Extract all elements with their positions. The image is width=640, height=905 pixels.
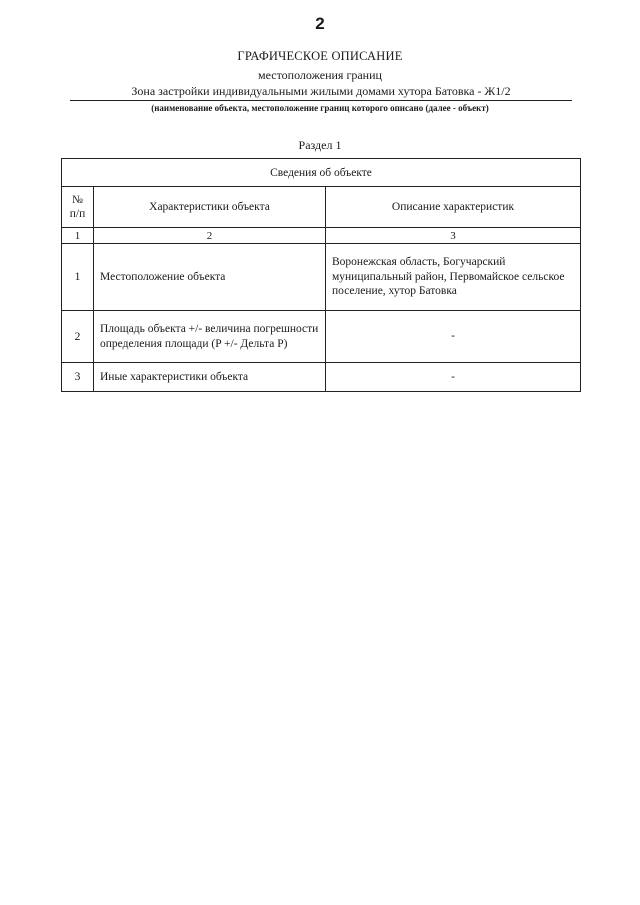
row-description: -	[326, 311, 581, 363]
table-row	[62, 244, 581, 311]
table-row	[62, 363, 581, 392]
row-characteristic: Площадь объекта +/- величина погрешности определения площади (P +/- Дельта P)	[94, 311, 326, 363]
header-description: Описание характеристик	[326, 187, 581, 228]
page-number: 2	[315, 14, 325, 33]
column-number: 3	[326, 228, 581, 244]
header-characteristics: Характеристики объекта	[94, 187, 326, 228]
table-row	[62, 311, 581, 363]
object-name: Зона застройки индивидуальными жилыми домами хутора Батовка - Ж1/2	[70, 84, 572, 101]
object-name-note: (наименование объекта, местоположение границ которого описано (далее - объект)	[151, 103, 489, 113]
column-number: 2	[94, 228, 326, 244]
header-num-symbol: №	[72, 193, 83, 206]
row-description: Воронежская область, Богучарский муниципальный район, Первомайское сельское поселение, хутор Батовка	[326, 244, 581, 311]
row-characteristic: Местоположение объекта	[94, 244, 326, 311]
section-label: Раздел 1	[298, 138, 342, 152]
header-num-abbrev: п/п	[69, 208, 86, 220]
row-number: 3	[62, 363, 94, 392]
header-num-cell	[62, 187, 94, 228]
row-description: -	[326, 363, 581, 392]
table-header-row	[62, 187, 581, 228]
object-info-table	[61, 158, 581, 392]
document-subtitle: местоположения границ	[258, 68, 382, 82]
row-number: 2	[62, 311, 94, 363]
row-characteristic: Иные характеристики объекта	[94, 363, 326, 392]
document-title: ГРАФИЧЕСКОЕ ОПИСАНИЕ	[237, 49, 403, 63]
table-caption: Сведения об объекте	[62, 159, 581, 187]
row-number: 1	[62, 244, 94, 311]
column-number: 1	[62, 228, 94, 244]
table-caption-row	[62, 159, 581, 187]
column-number-row	[62, 228, 581, 244]
